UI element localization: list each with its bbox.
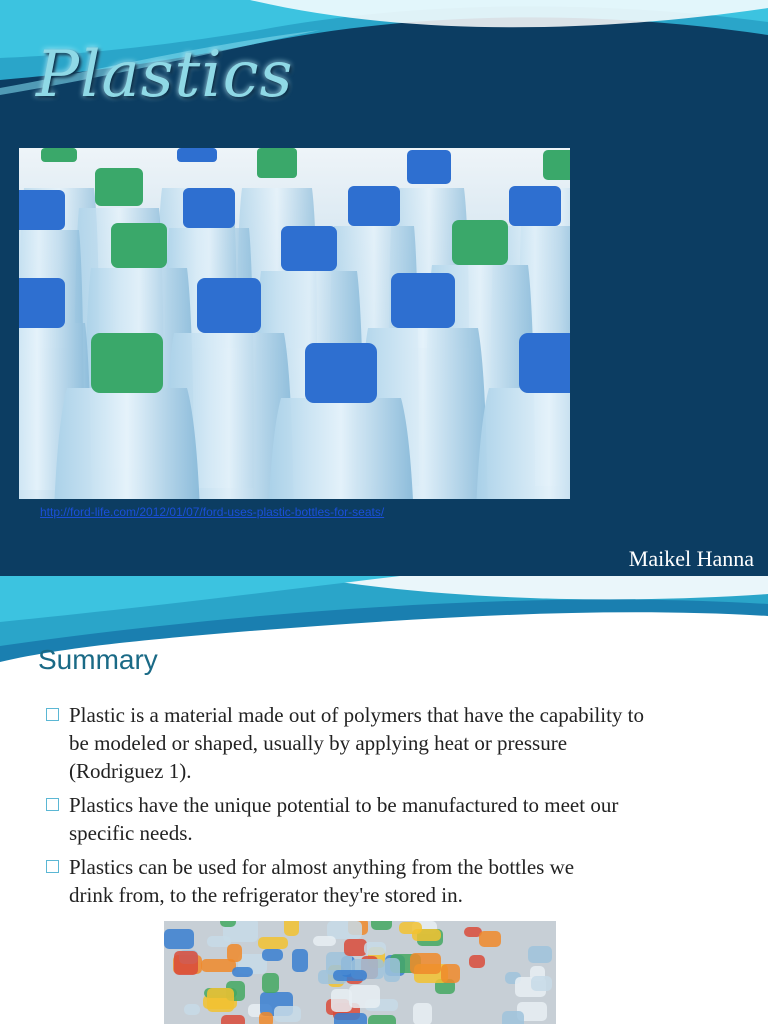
list-item bbox=[46, 791, 666, 847]
plastic-bottles-photo bbox=[19, 148, 570, 499]
bullet-box-icon bbox=[46, 860, 59, 873]
plastic-bottles-pile-photo bbox=[164, 921, 556, 1024]
list-item bbox=[46, 701, 666, 785]
summary-bullet-list bbox=[46, 701, 666, 915]
bullet-box-icon bbox=[46, 708, 59, 721]
bullet-box-icon bbox=[46, 798, 59, 811]
bullet-text: Plastic is a material made out of polymers that have the capability to be modeled or shaped, usually by applying heat or pressure (Rodriguez 1). bbox=[69, 703, 644, 783]
bullet-text: Plastics have the unique potential to be manufactured to meet our specific needs. bbox=[69, 793, 619, 845]
bullet-text: Plastics can be used for almost anything from the bottles we bbox=[69, 855, 575, 879]
summary-slide bbox=[0, 576, 768, 1024]
image-source-link[interactable]: http://ford-life.com/2012/01/07/ford-uses-plastic-bottles-for-seats/ bbox=[40, 505, 385, 519]
slide-title: Plastics bbox=[36, 38, 294, 112]
author-name: Maikel Hanna bbox=[628, 546, 754, 571]
slide-heading: Summary bbox=[38, 644, 158, 675]
bullet-text-continued: drink from, to the refrigerator they're stored in. bbox=[69, 883, 463, 907]
list-item bbox=[46, 853, 666, 909]
